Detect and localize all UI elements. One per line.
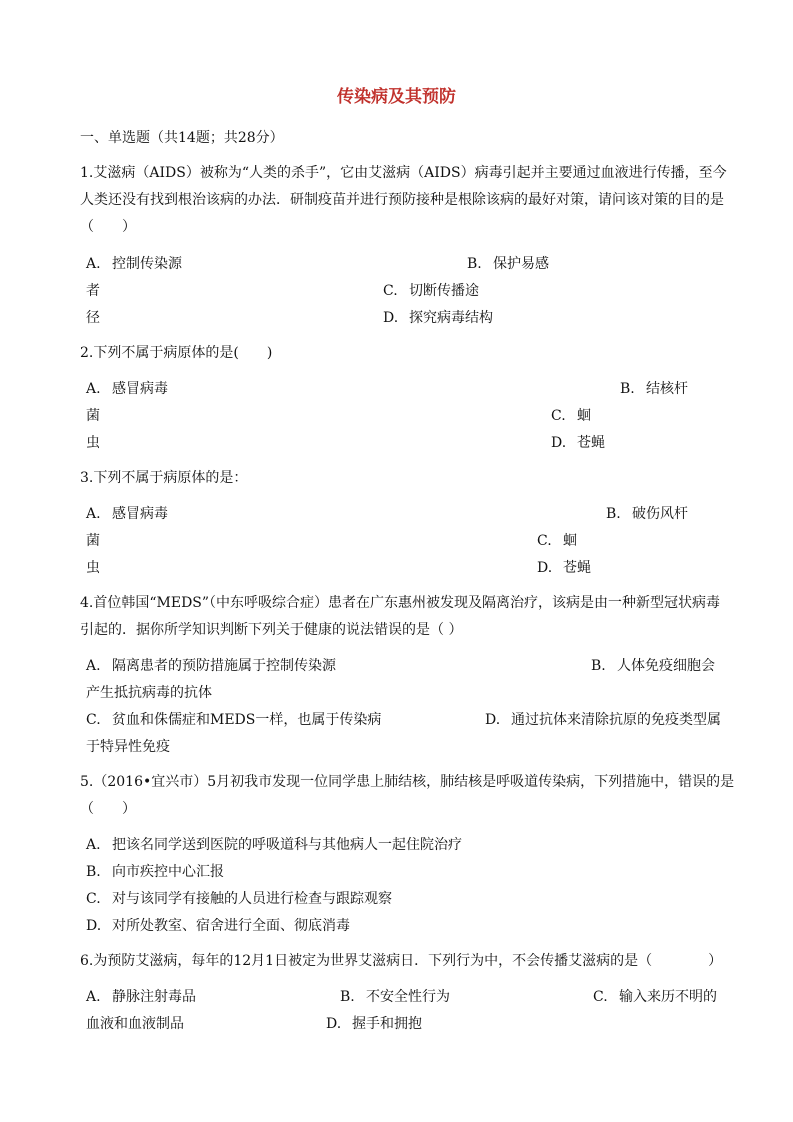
option-label: B. <box>86 864 101 880</box>
option-label: B. <box>340 989 355 1005</box>
option-label: B. <box>591 658 606 674</box>
option-text: 握手和拥抱 <box>352 1016 422 1032</box>
option-label: A. <box>86 381 101 397</box>
option-text: 苍蝇 <box>563 560 591 576</box>
q4-option-b-continuation: 产生抵抗病毒的抗体 <box>86 685 212 701</box>
q2-option-c-continuation: 虫 <box>86 435 100 451</box>
option-label: A. <box>86 989 101 1005</box>
option-text: 把该名同学送到医院的呼吸道科与其他病人一起住院治疗 <box>112 837 462 853</box>
option-label: D. <box>326 1016 342 1032</box>
option-text: 结核杆 <box>646 381 688 397</box>
q2-option-c[interactable] <box>551 407 591 425</box>
option-label: A. <box>86 658 101 674</box>
option-label: A. <box>86 837 101 853</box>
option-text: 对所处教室、宿舍进行全面、彻底消毒 <box>112 918 350 934</box>
q1-option-a[interactable] <box>86 255 182 273</box>
q3-option-c[interactable] <box>537 532 577 550</box>
q5-option-a[interactable] <box>86 836 462 854</box>
option-text: 不安全性行为 <box>366 989 450 1005</box>
q1-option-c-continuation: 径 <box>86 310 100 326</box>
option-label: D. <box>86 918 102 934</box>
option-text: 人体免疫细胞会 <box>617 658 715 674</box>
q2-option-b[interactable] <box>620 380 688 398</box>
option-text: 破伤风杆 <box>632 506 688 522</box>
q6-option-a[interactable] <box>86 988 196 1006</box>
option-text: 感冒病毒 <box>112 381 168 397</box>
document-title: 传染病及其预防 <box>337 87 456 107</box>
q6-option-d[interactable] <box>326 1015 422 1033</box>
q1-option-d[interactable] <box>383 309 493 327</box>
option-text: 探究病毒结构 <box>409 310 493 326</box>
q1-option-b[interactable] <box>467 255 549 273</box>
q3-option-b-continuation: 菌 <box>86 533 100 549</box>
q6-option-c[interactable] <box>593 988 717 1006</box>
option-text: 隔离患者的预防措施属于控制传染源 <box>112 658 336 674</box>
q4-option-b[interactable] <box>591 657 715 675</box>
q6-stem: 6.为预防艾滋病，每年的12月1日被定为世界艾滋病日．下列行为中，不会传播艾滋病的是（ ） <box>80 953 723 969</box>
option-text: 蛔 <box>577 408 591 424</box>
option-label: C. <box>537 533 552 549</box>
q5-option-d[interactable] <box>86 917 350 935</box>
q4-option-d[interactable] <box>485 711 721 729</box>
q5-stem-line2: （ ） <box>80 801 136 817</box>
option-text: 保护易感 <box>493 256 549 272</box>
option-text: 静脉注射毒品 <box>112 989 196 1005</box>
option-text: 苍蝇 <box>577 435 605 451</box>
option-label: C. <box>593 989 608 1005</box>
option-label: D. <box>551 435 567 451</box>
option-text: 向市疾控中心汇报 <box>112 864 224 880</box>
q1-option-c[interactable] <box>383 282 479 300</box>
q3-option-a[interactable] <box>86 505 168 523</box>
q5-option-c[interactable] <box>86 890 392 908</box>
option-label: D. <box>383 310 399 326</box>
option-text: 感冒病毒 <box>112 506 168 522</box>
q6-option-b[interactable] <box>340 988 450 1006</box>
option-label: D. <box>485 712 501 728</box>
q3-option-c-continuation: 虫 <box>86 560 100 576</box>
q4-option-d-continuation: 于特异性免疫 <box>86 739 170 755</box>
q2-option-a[interactable] <box>86 380 168 398</box>
section-heading: 一、单选题（共14题；共28分） <box>80 130 284 146</box>
q4-option-c[interactable] <box>86 711 381 729</box>
option-label: A. <box>86 256 101 272</box>
option-text: 贫血和侏儒症和MEDS一样，也属于传染病 <box>112 712 382 728</box>
option-text: 通过抗体来清除抗原的免疫类型属 <box>511 712 721 728</box>
q3-option-d[interactable] <box>537 559 591 577</box>
q1-stem-line3: （ ） <box>80 219 136 235</box>
option-label: D. <box>537 560 553 576</box>
q4-stem-line2: 引起的．据你所学知识判断下列关于健康的说法错误的是（ ） <box>80 622 463 638</box>
q4-option-a[interactable] <box>86 657 336 675</box>
option-label: B. <box>606 506 621 522</box>
q5-option-b[interactable] <box>86 863 224 881</box>
q4-stem-line1: 4.首位韩国“MEDS”（中东呼吸综合症）患者在广东惠州被发现及隔离治疗，该病是由一种新型冠状病毒 <box>80 595 721 611</box>
option-label: C. <box>383 283 398 299</box>
q3-option-b[interactable] <box>606 505 688 523</box>
q2-stem: 2.下列不属于病原体的是( ) <box>80 345 273 361</box>
q2-option-b-continuation: 菌 <box>86 408 100 424</box>
option-text: 切断传播途 <box>409 283 479 299</box>
option-label: B. <box>467 256 482 272</box>
option-text: 控制传染源 <box>112 256 182 272</box>
option-text: 对与该同学有接触的人员进行检查与跟踪观察 <box>112 891 392 907</box>
q2-option-d[interactable] <box>551 434 605 452</box>
option-label: C. <box>551 408 566 424</box>
q3-stem: 3.下列不属于病原体的是： <box>80 470 248 486</box>
q6-option-c-continuation: 血液和血液制品 <box>86 1016 184 1032</box>
option-label: B. <box>620 381 635 397</box>
q1-stem-line2: 人类还没有找到根治该病的办法．研制疫苗并进行预防接种是根除该病的最好对策，请问该对策的目的是 <box>80 192 724 208</box>
q1-stem-line1: 1.艾滋病（AIDS）被称为“人类的杀手”，它由艾滋病（AIDS）病毒引起并主要通过血液进行传播，至今 <box>80 165 727 181</box>
option-text: 蛔 <box>563 533 577 549</box>
option-label: C. <box>86 712 101 728</box>
option-text: 输入来历不明的 <box>619 989 717 1005</box>
q5-stem-line1: 5.（2016•宜兴市）5月初我市发现一位同学患上肺结核，肺结核是呼吸道传染病，下列措施中，错误的是 <box>80 774 735 790</box>
q1-option-b-continuation: 者 <box>86 283 100 299</box>
option-label: A. <box>86 506 101 522</box>
option-label: C. <box>86 891 101 907</box>
